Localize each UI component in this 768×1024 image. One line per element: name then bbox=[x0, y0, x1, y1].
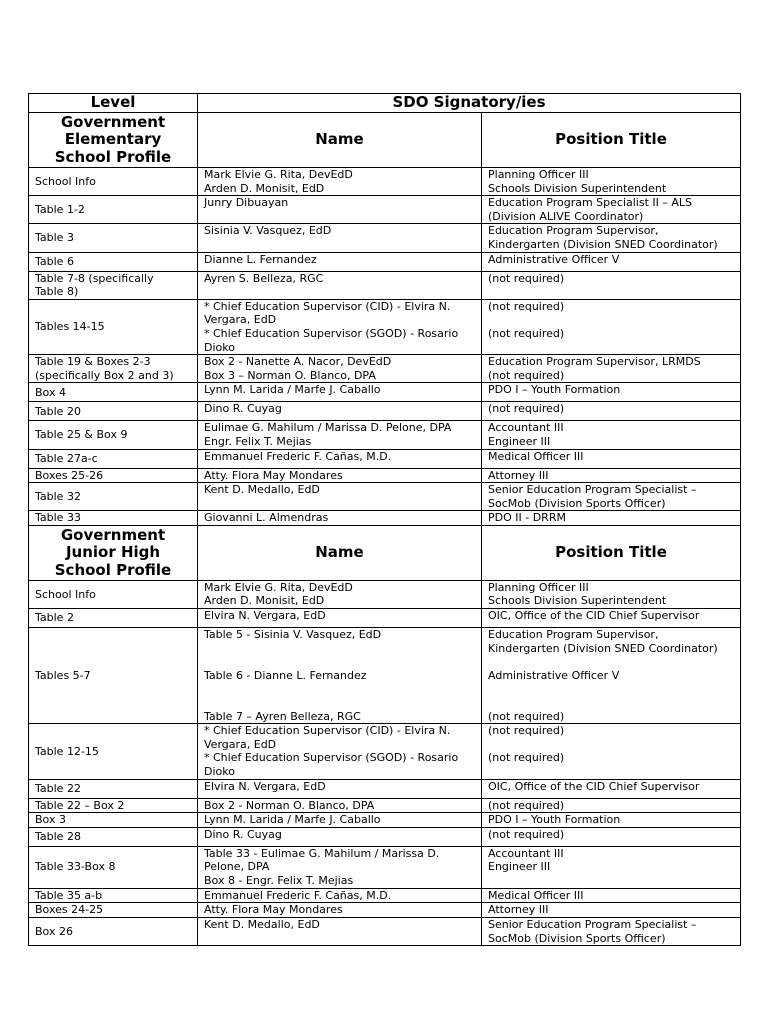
table-row bbox=[29, 224, 741, 252]
level-cell bbox=[29, 827, 198, 846]
position-column-header: Position Title bbox=[482, 525, 741, 580]
name-text: Table 5 - Sisinia V. Vasquez, EdD bbox=[204, 628, 382, 642]
level-text: Table 1-2 bbox=[35, 202, 85, 216]
position-text: Kindergarten (Division SNED Coordinator) bbox=[488, 237, 718, 251]
name-text: Emmanuel Frederic F. Cañas, M.D. bbox=[204, 449, 392, 463]
level-text: Table 3 bbox=[35, 231, 74, 245]
name-cell bbox=[198, 888, 482, 903]
table-row bbox=[29, 917, 741, 945]
level-text: Box 3 bbox=[35, 813, 66, 827]
level-cell bbox=[29, 299, 198, 354]
level-text: Table 25 & Box 9 bbox=[35, 428, 128, 442]
table-row bbox=[29, 449, 741, 468]
name-cell bbox=[198, 846, 482, 888]
position-text: Senior Education Program Specialist – bbox=[488, 917, 697, 931]
name-cell bbox=[198, 355, 482, 383]
position-cell bbox=[482, 483, 741, 511]
position-text: (not required) bbox=[488, 751, 565, 765]
table-row bbox=[29, 168, 741, 196]
position-cell bbox=[482, 813, 741, 828]
position-text bbox=[488, 313, 740, 327]
position-text: (not required) bbox=[488, 827, 565, 841]
signatories-table bbox=[28, 93, 741, 946]
position-text bbox=[488, 696, 740, 710]
name-text: Lynn M. Larida / Marfe J. Caballo bbox=[204, 383, 381, 397]
position-text: Senior Education Program Specialist – bbox=[488, 483, 697, 497]
position-text: Schools Division Superintendent bbox=[488, 181, 667, 195]
name-cell bbox=[198, 271, 482, 299]
name-cell bbox=[198, 724, 482, 779]
name-text bbox=[204, 642, 481, 656]
level-text: Table 19 & Boxes 2-3 bbox=[35, 355, 151, 369]
position-text: Engineer III bbox=[488, 434, 551, 448]
name-text: Giovanni L. Almendras bbox=[204, 511, 329, 525]
level-text: Box 26 bbox=[35, 924, 73, 938]
level-cell bbox=[29, 813, 198, 828]
position-text: Engineer III bbox=[488, 860, 551, 874]
position-cell bbox=[482, 421, 741, 449]
level-cell bbox=[29, 846, 198, 888]
name-text: Elvira N. Vergara, EdD bbox=[204, 609, 326, 623]
name-text: Engr. Felix T. Mejias bbox=[204, 434, 312, 448]
name-cell bbox=[198, 299, 482, 354]
level-text: Box 4 bbox=[35, 385, 66, 399]
name-cell bbox=[198, 779, 482, 798]
name-text: Dino R. Cuyag bbox=[204, 827, 282, 841]
table-row bbox=[29, 609, 741, 628]
table-row bbox=[29, 580, 741, 608]
level-cell bbox=[29, 609, 198, 628]
level-text: Table 2 bbox=[35, 611, 74, 625]
position-text: Accountant III bbox=[488, 421, 564, 435]
signatories-header: SDO Signatory/ies bbox=[198, 94, 741, 113]
name-text: Dianne L. Fernandez bbox=[204, 252, 317, 266]
position-text: Schools Division Superintendent bbox=[488, 594, 667, 608]
position-cell bbox=[482, 449, 741, 468]
position-text: OIC, Office of the CID Chief Supervisor bbox=[488, 609, 700, 623]
position-text bbox=[488, 682, 740, 696]
section-header-row bbox=[29, 525, 741, 580]
name-text: Mark Elvie G. Rita, DevEdD bbox=[204, 168, 353, 181]
name-cell bbox=[198, 903, 482, 918]
name-text: Kent D. Medallo, EdD bbox=[204, 917, 320, 931]
position-text: Planning Officer III bbox=[488, 168, 589, 181]
level-cell bbox=[29, 628, 198, 724]
name-text: * Chief Education Supervisor (SGOD) - Rosario bbox=[204, 751, 459, 765]
position-text: Planning Officer III bbox=[488, 580, 589, 594]
name-text: Box 8 - Engr. Felix T. Mejias bbox=[204, 873, 354, 887]
position-cell bbox=[482, 271, 741, 299]
position-cell bbox=[482, 224, 741, 252]
position-text: Medical Officer III bbox=[488, 888, 584, 902]
position-text: (not required) bbox=[488, 798, 565, 812]
section-title bbox=[29, 525, 198, 580]
level-cell bbox=[29, 917, 198, 945]
name-text: Dioko bbox=[204, 340, 235, 354]
name-text: Arden D. Monisit, EdD bbox=[204, 594, 325, 608]
table-row bbox=[29, 813, 741, 828]
position-text: OIC, Office of the CID Chief Supervisor bbox=[488, 779, 700, 793]
level-cell bbox=[29, 196, 198, 224]
position-text bbox=[488, 655, 740, 669]
name-cell bbox=[198, 483, 482, 511]
position-text bbox=[488, 738, 740, 752]
name-cell bbox=[198, 511, 482, 526]
name-text: Kent D. Medallo, EdD bbox=[204, 483, 320, 497]
name-cell bbox=[198, 798, 482, 813]
level-text: Table 33 bbox=[35, 511, 81, 525]
table-row bbox=[29, 779, 741, 798]
level-cell bbox=[29, 271, 198, 299]
position-text: (not required) bbox=[488, 326, 565, 340]
table-row bbox=[29, 402, 741, 421]
position-cell bbox=[482, 196, 741, 224]
level-cell bbox=[29, 511, 198, 526]
level-cell bbox=[29, 724, 198, 779]
table-row bbox=[29, 798, 741, 813]
name-cell bbox=[198, 917, 482, 945]
position-text: SocMob (Division Sports Officer) bbox=[488, 496, 666, 510]
level-cell bbox=[29, 168, 198, 196]
level-text: Table 8) bbox=[35, 285, 79, 299]
level-cell bbox=[29, 224, 198, 252]
position-column-header: Position Title bbox=[482, 113, 741, 168]
level-cell bbox=[29, 580, 198, 608]
table-row bbox=[29, 724, 741, 779]
position-cell bbox=[482, 798, 741, 813]
name-column-header: Name bbox=[198, 113, 482, 168]
table-row bbox=[29, 299, 741, 354]
name-cell bbox=[198, 580, 482, 608]
name-cell bbox=[198, 468, 482, 483]
position-text: (not required) bbox=[488, 299, 565, 313]
level-cell bbox=[29, 779, 198, 798]
position-text: Kindergarten (Division SNED Coordinator) bbox=[488, 641, 718, 655]
name-cell bbox=[198, 421, 482, 449]
name-text bbox=[204, 655, 481, 669]
name-text: * Chief Education Supervisor (SGOD) - Rosario bbox=[204, 326, 459, 340]
level-text: Table 7-8 (specifically bbox=[35, 271, 154, 285]
position-text: Education Program Supervisor, bbox=[488, 224, 659, 238]
position-cell bbox=[482, 724, 741, 779]
table-row bbox=[29, 846, 741, 888]
table-row bbox=[29, 468, 741, 483]
table-row bbox=[29, 355, 741, 383]
level-text: Boxes 25-26 bbox=[35, 468, 104, 482]
position-cell bbox=[482, 355, 741, 383]
table-row bbox=[29, 628, 741, 724]
position-text: Accountant III bbox=[488, 846, 564, 860]
level-text: Boxes 24-25 bbox=[35, 903, 104, 917]
name-text: Arden D. Monisit, EdD bbox=[204, 181, 325, 195]
position-cell bbox=[482, 252, 741, 271]
name-text: Eulimae G. Mahilum / Marissa D. Pelone, DPA bbox=[204, 421, 452, 435]
name-text: Pelone, DPA bbox=[204, 860, 270, 874]
table-row bbox=[29, 421, 741, 449]
table-row bbox=[29, 827, 741, 846]
level-cell bbox=[29, 449, 198, 468]
level-text: Tables 14-15 bbox=[35, 320, 105, 334]
position-text: Education Program Supervisor, bbox=[488, 628, 659, 642]
name-text: Vergara, EdD bbox=[204, 737, 277, 751]
section-title-line: School Profile bbox=[54, 147, 172, 166]
name-column-header: Name bbox=[198, 525, 482, 580]
name-text: Junry Dibuayan bbox=[204, 196, 289, 210]
level-text: School Info bbox=[35, 174, 96, 188]
section-title-line: Government bbox=[60, 525, 166, 544]
name-cell bbox=[198, 813, 482, 828]
level-cell bbox=[29, 421, 198, 449]
position-cell bbox=[482, 609, 741, 628]
name-text: Box 2 - Nanette A. Nacor, DevEdD bbox=[204, 355, 392, 369]
position-cell bbox=[482, 888, 741, 903]
level-cell bbox=[29, 798, 198, 813]
section-title-line: Elementary bbox=[64, 130, 162, 149]
section-title-line: Junior High bbox=[65, 543, 161, 562]
name-text: Table 6 - Dianne L. Fernandez bbox=[204, 668, 367, 682]
name-text: Atty. Flora May Mondares bbox=[204, 903, 343, 917]
level-text: Table 28 bbox=[35, 829, 81, 843]
table-row bbox=[29, 903, 741, 918]
section-header-row bbox=[29, 113, 741, 168]
level-text: Table 35 a-b bbox=[35, 888, 103, 902]
table-row bbox=[29, 888, 741, 903]
name-text: Mark Elvie G. Rita, DevEdD bbox=[204, 580, 353, 594]
table-row bbox=[29, 483, 741, 511]
level-text: Table 22 bbox=[35, 781, 81, 795]
position-text: (not required) bbox=[488, 709, 565, 723]
name-cell bbox=[198, 609, 482, 628]
name-text bbox=[204, 696, 481, 710]
position-cell bbox=[482, 168, 741, 196]
name-cell bbox=[198, 224, 482, 252]
position-cell bbox=[482, 917, 741, 945]
table-row bbox=[29, 196, 741, 224]
position-text: Attorney III bbox=[488, 903, 549, 917]
name-text: Box 3 – Norman O. Blanco, DPA bbox=[204, 368, 376, 382]
position-text: (not required) bbox=[488, 402, 565, 416]
section-title-line: Government bbox=[60, 112, 166, 131]
name-text: Table 7 – Ayren Belleza, RGC bbox=[204, 709, 361, 723]
level-cell bbox=[29, 483, 198, 511]
name-text: Sisinia V. Vasquez, EdD bbox=[204, 224, 332, 238]
position-cell bbox=[482, 468, 741, 483]
level-text: Table 20 bbox=[35, 404, 81, 418]
position-text: SocMob (Division Sports Officer) bbox=[488, 931, 666, 945]
name-text: Table 33 - Eulimae G. Mahilum / Marissa D. bbox=[204, 846, 440, 860]
name-cell bbox=[198, 402, 482, 421]
position-text: (Division ALIVE Coordinator) bbox=[488, 209, 644, 223]
level-text: Table 12-15 bbox=[35, 744, 99, 758]
level-text: Table 27a-c bbox=[35, 451, 98, 465]
name-text: Elvira N. Vergara, EdD bbox=[204, 779, 326, 793]
level-text: Table 22 – Box 2 bbox=[35, 798, 125, 812]
level-text: Tables 5-7 bbox=[35, 668, 91, 682]
level-cell bbox=[29, 402, 198, 421]
name-text bbox=[204, 682, 481, 696]
name-text: * Chief Education Supervisor (CID) - Elvira N. bbox=[204, 299, 451, 313]
name-text: Ayren S. Belleza, RGC bbox=[204, 271, 324, 285]
name-text: * Chief Education Supervisor (CID) - Elvira N. bbox=[204, 724, 451, 738]
level-text: School Info bbox=[35, 587, 96, 601]
position-text: (not required) bbox=[488, 724, 565, 738]
level-text: Table 33-Box 8 bbox=[35, 860, 116, 874]
name-cell bbox=[198, 449, 482, 468]
table-row bbox=[29, 252, 741, 271]
position-cell bbox=[482, 827, 741, 846]
position-text: (not required) bbox=[488, 271, 565, 285]
position-cell bbox=[482, 903, 741, 918]
level-text: (specifically Box 2 and 3) bbox=[35, 368, 174, 382]
position-text: Education Program Supervisor, LRMDS bbox=[488, 355, 701, 369]
level-cell bbox=[29, 252, 198, 271]
position-cell bbox=[482, 779, 741, 798]
position-cell bbox=[482, 402, 741, 421]
level-cell bbox=[29, 355, 198, 383]
position-cell bbox=[482, 846, 741, 888]
level-cell bbox=[29, 383, 198, 402]
level-cell bbox=[29, 888, 198, 903]
position-cell bbox=[482, 299, 741, 354]
position-text: PDO I – Youth Formation bbox=[488, 383, 621, 397]
name-text: Box 2 - Norman O. Blanco, DPA bbox=[204, 798, 375, 812]
name-cell bbox=[198, 168, 482, 196]
section-title bbox=[29, 113, 198, 168]
position-text: PDO I – Youth Formation bbox=[488, 813, 621, 827]
name-cell bbox=[198, 252, 482, 271]
level-cell bbox=[29, 903, 198, 918]
name-cell bbox=[198, 196, 482, 224]
name-text: Atty. Flora May Mondares bbox=[204, 468, 343, 482]
name-text: Lynn M. Larida / Marfe J. Caballo bbox=[204, 813, 381, 827]
position-cell bbox=[482, 628, 741, 724]
name-text: Dino R. Cuyag bbox=[204, 402, 282, 416]
position-text: Attorney III bbox=[488, 468, 549, 482]
name-cell bbox=[198, 628, 482, 724]
level-text: Table 32 bbox=[35, 489, 81, 503]
position-text: Medical Officer III bbox=[488, 449, 584, 463]
name-text: Dioko bbox=[204, 765, 235, 778]
position-cell bbox=[482, 580, 741, 608]
table-row bbox=[29, 271, 741, 299]
section-title-line: School Profile bbox=[54, 560, 172, 579]
position-text: Administrative Officer V bbox=[488, 252, 620, 266]
name-text: Emmanuel Frederic F. Cañas, M.D. bbox=[204, 888, 392, 902]
position-text: (not required) bbox=[488, 368, 565, 382]
table-row bbox=[29, 383, 741, 402]
position-text: Education Program Specialist II – ALS bbox=[488, 196, 693, 210]
name-text: Vergara, EdD bbox=[204, 313, 277, 327]
level-cell bbox=[29, 468, 198, 483]
table-row bbox=[29, 511, 741, 526]
position-text: PDO II - DRRM bbox=[488, 511, 566, 525]
position-text: Administrative Officer V bbox=[488, 668, 620, 682]
level-header: Level bbox=[29, 94, 198, 113]
level-text: Table 6 bbox=[35, 254, 74, 268]
position-cell bbox=[482, 383, 741, 402]
position-cell bbox=[482, 511, 741, 526]
name-cell bbox=[198, 383, 482, 402]
name-cell bbox=[198, 827, 482, 846]
